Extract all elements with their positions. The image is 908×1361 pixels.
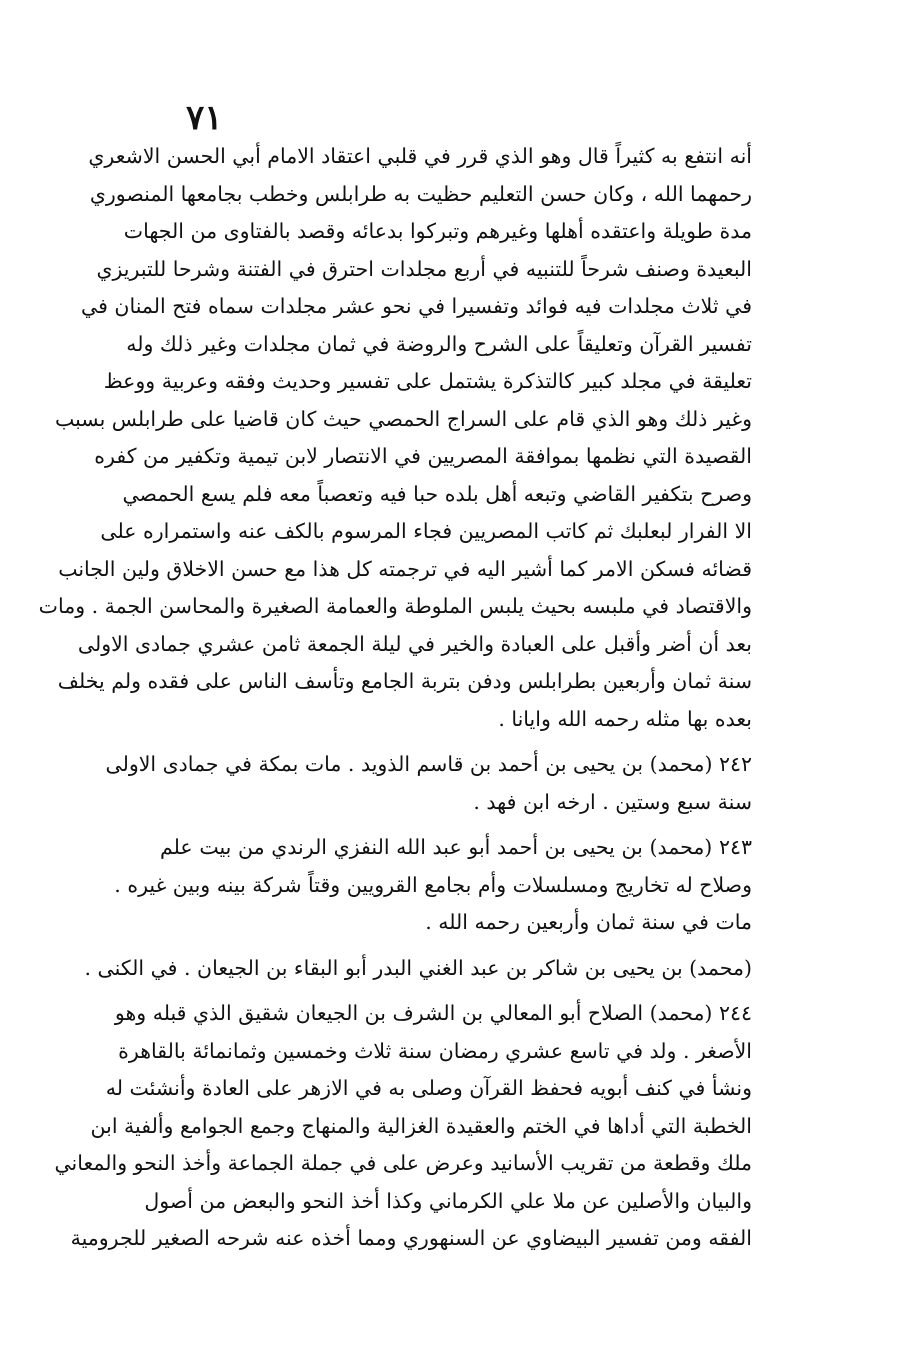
text-line: بعده بها مثله رحمه الله وايانا . (498, 706, 752, 731)
page-number: ٧١ (186, 98, 223, 138)
paragraph (84, 950, 752, 988)
text-line: الفقه ومن تفسير البيضاوي عن السنهوري ومما أخذه عنه شرحه الصغير للجرومية (70, 1226, 752, 1250)
text-line: (محمد) بن يحيى بن شاكر بن عبد الغني البدر أبو البقاء بن الجيعان . في الكنى . (84, 955, 752, 980)
paragraph (114, 829, 752, 942)
text-line: وصلاح له تخاريج ومسلسلات وأم بجامع القرويين وقتاً شركة بينه وبين غيره . (114, 872, 752, 897)
text-line: الا الفرار لبعلبك ثم كاتب المصريين فجاء المرسوم بالكف عنه واستمراره على (100, 519, 752, 543)
text-line: مات في سنة ثمان وأربعين رحمه الله . (425, 910, 752, 934)
text-line: ملك وقطعة من تقريب الأسانيد وعرض على في جملة الجماعة وأخذ النحو والمعاني (54, 1151, 752, 1175)
text-line: وغير ذلك وهو الذي قام على السراج الحمصي حيث كان قاضيا على طرابلس بسبب (54, 406, 752, 431)
paragraph (38, 138, 752, 738)
text-line: قضائه فسكن الامر كما أشير اليه في ترجمته كل هذا مع حسن الاخلاق ولين الجانب (58, 556, 752, 581)
text-line: في ثلاث مجلدات فيه فوائد وتفسيرا في نحو عشر مجلدات سماه فتح المنان في (81, 294, 752, 318)
text-line: والبيان والأصلين عن ملا علي الكرماني وكذا أخذ النحو والبعض من أصول (144, 1188, 752, 1213)
paragraph-gap (160, 821, 752, 829)
text-line: رحمهما الله ، وكان حسن التعليم حظيت به طرابلس وخطب بجامعها المنصوري (89, 181, 752, 206)
text-line: القصيدة التي نظمها بموافقة المصريين في الانتصار لابن تيمية وتكفير من كفره (94, 444, 752, 468)
paragraph-gap (160, 987, 752, 995)
body-text (38, 138, 752, 1258)
text-line: الأصغر . ولد في تاسع عشري رمضان سنة ثلاث وخمسين وثمانمائة بالقاهرة (118, 1038, 752, 1063)
paragraph (105, 746, 752, 821)
text-line: سنة سبع وستين . ارخه ابن فهد . (473, 789, 752, 814)
paragraph (54, 995, 752, 1258)
text-line: سنة ثمان وأربعين بطرابلس ودفن بتربة الجامع وتأسف الناس على فقده ولم يخلف (57, 669, 752, 693)
text-line: مدة طويلة واعتقده أهلها وغيرهم وتبركوا بدعائه وقصد بالفتاوى من الجهات (123, 219, 752, 243)
text-line: ٢٤٣ (محمد) بن يحيى بن أحمد أبو عبد الله النفزي الرندي من بيت علم (160, 835, 752, 859)
text-line: والاقتصاد في ملبسه بحيث يلبس الملوطة والعمامة الصغيرة والمحاسن الجمة . ومات (38, 594, 752, 618)
text-line: ٢٤٢ (محمد) بن يحيى بن أحمد بن قاسم الذويد . مات بمكة في جمادى الاولى (105, 752, 752, 776)
text-line: بعد أن أضر وأقبل على العبادة والخير في ليلة الجمعة ثامن عشري جمادى الاولى (77, 631, 752, 656)
text-line: البعيدة وصنف شرحاً للتنبيه في أربع مجلدات احترق في الفتنة وشرحا للتبريزي (96, 256, 752, 281)
paragraph-gap (160, 942, 752, 950)
text-line: أنه انتفع به كثيراً قال وهو الذي قرر في قلبي اعتقاد الامام أبي الحسن الاشعري (88, 144, 752, 168)
text-line: وصرح بتكفير القاضي وتبعه أهل بلده حبا فيه وتعصباً معه فلم يسع الحمصي (122, 481, 752, 506)
text-line: ونشأ في كنف أبويه فحفظ القرآن وصلى به في الازهر على العادة وأنشئت له (105, 1076, 752, 1100)
text-line: تفسير القرآن وتعليقاً على الشرح والروضة في ثمان مجلدات وغير ذلك وله (126, 331, 752, 356)
paragraph-gap (160, 738, 752, 746)
text-line: ٢٤٤ (محمد) الصلاح أبو المعالي بن الشرف بن الجيعان شقيق الذي قبله وهو (114, 1001, 752, 1025)
text-line: تعليقة في مجلد كبير كالتذكرة يشتمل على تفسير وحديث وفقه وعربية ووعظ (103, 369, 752, 393)
text-line: الخطبة التي أداها في الختم والعقيدة الغزالية والمنهاج وجمع الجوامع وألفية ابن (90, 1113, 752, 1138)
